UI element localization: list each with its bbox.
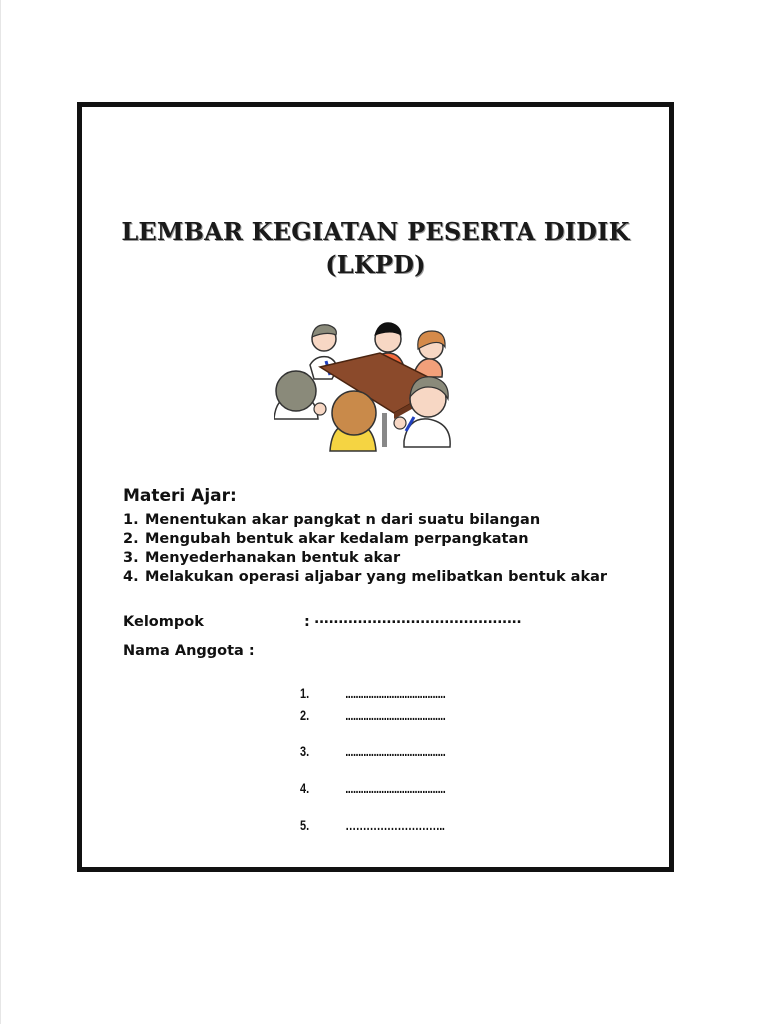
kelompok-field[interactable]: ........................................... bbox=[314, 611, 522, 627]
list-item-text: Menentukan akar pangkat n dari suatu bilangan bbox=[145, 512, 541, 528]
list-item bbox=[123, 568, 607, 587]
list-item-text: Menyederhanakan bentuk akar bbox=[145, 550, 401, 566]
document-subtitle: (LKPD) bbox=[325, 250, 426, 279]
page-edge bbox=[0, 0, 1, 1024]
list-item bbox=[123, 511, 607, 530]
list-item bbox=[123, 549, 607, 568]
list-item bbox=[123, 530, 607, 549]
list-item-number: 3. bbox=[123, 550, 139, 566]
person-back-right bbox=[414, 331, 445, 377]
member-field[interactable]: ....................................... bbox=[345, 743, 446, 759]
member-row bbox=[300, 685, 445, 701]
nama-anggota-label: Nama Anggota : bbox=[123, 643, 255, 659]
member-number: 5. bbox=[300, 817, 310, 833]
member-row bbox=[300, 743, 445, 759]
list-item-text: Mengubah bentuk akar kedalam perpangkatan bbox=[145, 531, 529, 547]
member-field[interactable]: ....................................... bbox=[345, 780, 446, 796]
member-field[interactable]: ……………………….. bbox=[345, 817, 445, 833]
list-item-number: 4. bbox=[123, 569, 139, 585]
kelompok-label: Kelompok bbox=[123, 614, 204, 630]
person-front-middle bbox=[330, 391, 376, 451]
member-field[interactable]: ....................................... bbox=[345, 707, 446, 723]
list-item-text: Melakukan operasi aljabar yang melibatkan bentuk akar bbox=[145, 569, 608, 585]
document-frame bbox=[77, 102, 674, 872]
member-number: 3. bbox=[300, 743, 310, 759]
member-number: 2. bbox=[300, 707, 310, 723]
member-number: 4. bbox=[300, 780, 310, 796]
list-item-number: 2. bbox=[123, 531, 139, 547]
materi-list bbox=[123, 511, 607, 587]
member-field[interactable]: ....................................... bbox=[345, 685, 446, 701]
document-title: LEMBAR KEGIATAN PESERTA DIDIK bbox=[121, 217, 630, 246]
member-row bbox=[300, 817, 444, 833]
member-number: 1. bbox=[300, 685, 310, 701]
kelompok-colon: : bbox=[304, 614, 310, 630]
materi-heading: Materi Ajar: bbox=[123, 486, 237, 506]
group-discussion-icon bbox=[274, 313, 464, 453]
member-row bbox=[300, 707, 445, 723]
list-item-number: 1. bbox=[123, 512, 139, 528]
member-row bbox=[300, 780, 445, 796]
